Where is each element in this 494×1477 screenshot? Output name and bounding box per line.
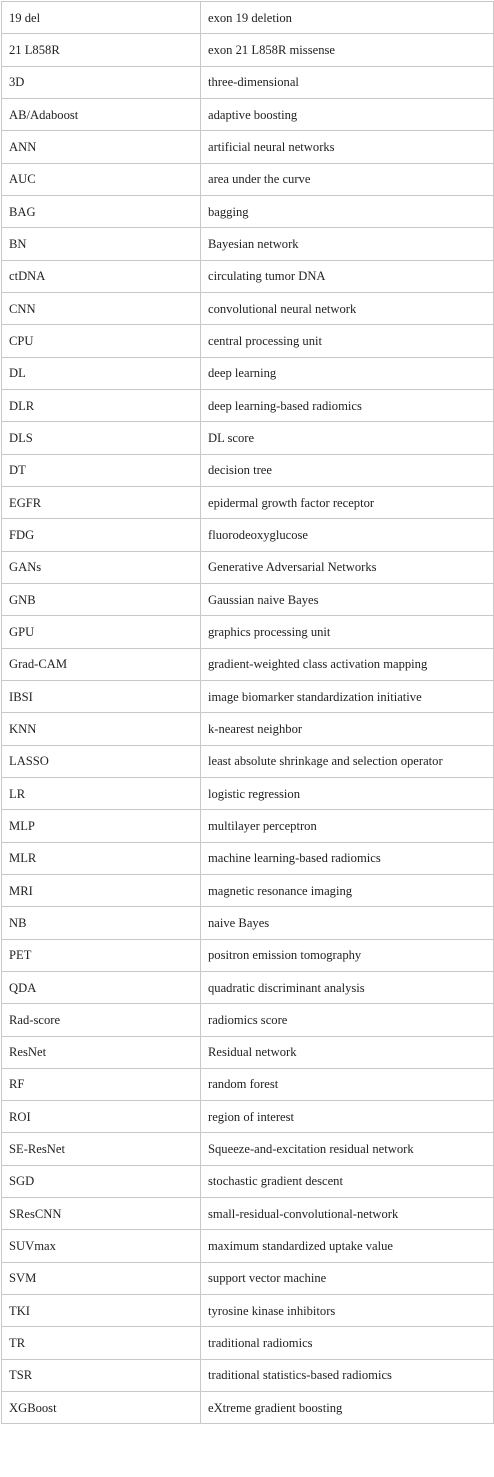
table-row	[2, 1262, 494, 1294]
definition-cell: eXtreme gradient boosting	[201, 1392, 494, 1424]
abbreviation-cell: MLR	[2, 842, 201, 874]
table-row	[2, 131, 494, 163]
definition-cell: exon 19 deletion	[201, 2, 494, 34]
abbreviation-cell: FDG	[2, 519, 201, 551]
abbreviation-cell: KNN	[2, 713, 201, 745]
table-row	[2, 907, 494, 939]
table-row	[2, 1359, 494, 1391]
table-row	[2, 745, 494, 777]
abbreviation-cell: LR	[2, 777, 201, 809]
abbreviation-cell: XGBoost	[2, 1392, 201, 1424]
abbreviation-cell: EGFR	[2, 486, 201, 518]
table-row	[2, 1036, 494, 1068]
abbreviation-cell: PET	[2, 939, 201, 971]
table-row	[2, 842, 494, 874]
definition-cell: radiomics score	[201, 1004, 494, 1036]
abbreviation-cell: GNB	[2, 583, 201, 615]
definition-cell: convolutional neural network	[201, 292, 494, 324]
definition-cell: quadratic discriminant analysis	[201, 971, 494, 1003]
abbreviation-cell: BAG	[2, 195, 201, 227]
table-row	[2, 1165, 494, 1197]
definition-cell: Residual network	[201, 1036, 494, 1068]
abbreviation-table	[1, 1, 494, 1424]
abbreviation-cell: Rad-score	[2, 1004, 201, 1036]
definition-cell: multilayer perceptron	[201, 810, 494, 842]
table-row	[2, 939, 494, 971]
definition-cell: image biomarker standardization initiative	[201, 680, 494, 712]
table-row	[2, 228, 494, 260]
definition-cell: magnetic resonance imaging	[201, 874, 494, 906]
definition-cell: bagging	[201, 195, 494, 227]
definition-cell: random forest	[201, 1068, 494, 1100]
abbreviation-cell: SGD	[2, 1165, 201, 1197]
abbreviation-cell: LASSO	[2, 745, 201, 777]
table-row	[2, 1133, 494, 1165]
table-row	[2, 810, 494, 842]
definition-cell: k-nearest neighbor	[201, 713, 494, 745]
table-row	[2, 616, 494, 648]
table-row	[2, 519, 494, 551]
abbreviation-cell: SVM	[2, 1262, 201, 1294]
table-row	[2, 1230, 494, 1262]
definition-cell: graphics processing unit	[201, 616, 494, 648]
table-row	[2, 680, 494, 712]
definition-cell: three-dimensional	[201, 66, 494, 98]
abbreviation-cell: DT	[2, 454, 201, 486]
table-row	[2, 454, 494, 486]
definition-cell: traditional statistics-based radiomics	[201, 1359, 494, 1391]
definition-cell: tyrosine kinase inhibitors	[201, 1295, 494, 1327]
abbreviation-cell: 21 L858R	[2, 34, 201, 66]
abbreviation-cell: DLR	[2, 389, 201, 421]
abbreviation-cell: NB	[2, 907, 201, 939]
table-row	[2, 98, 494, 130]
table-row	[2, 195, 494, 227]
definition-cell: Gaussian naive Bayes	[201, 583, 494, 615]
abbreviation-cell: TSR	[2, 1359, 201, 1391]
table-row	[2, 325, 494, 357]
table-row	[2, 874, 494, 906]
abbreviation-cell: GANs	[2, 551, 201, 583]
definition-cell: circulating tumor DNA	[201, 260, 494, 292]
table-row	[2, 1068, 494, 1100]
definition-cell: machine learning-based radiomics	[201, 842, 494, 874]
abbreviation-cell: RF	[2, 1068, 201, 1100]
abbreviation-cell: ResNet	[2, 1036, 201, 1068]
definition-cell: area under the curve	[201, 163, 494, 195]
table-row	[2, 389, 494, 421]
definition-cell: support vector machine	[201, 1262, 494, 1294]
definition-cell: adaptive boosting	[201, 98, 494, 130]
abbreviation-cell: BN	[2, 228, 201, 260]
abbreviation-cell: MRI	[2, 874, 201, 906]
definition-cell: Squeeze-and-excitation residual network	[201, 1133, 494, 1165]
table-row	[2, 1198, 494, 1230]
table-row	[2, 2, 494, 34]
table-row	[2, 292, 494, 324]
definition-cell: least absolute shrinkage and selection operator	[201, 745, 494, 777]
abbreviation-cell: SE-ResNet	[2, 1133, 201, 1165]
definition-cell: Bayesian network	[201, 228, 494, 260]
abbreviation-cell: TR	[2, 1327, 201, 1359]
abbreviation-cell: DL	[2, 357, 201, 389]
abbreviation-cell: SResCNN	[2, 1198, 201, 1230]
definition-cell: exon 21 L858R missense	[201, 34, 494, 66]
definition-cell: logistic regression	[201, 777, 494, 809]
abbreviation-cell: IBSI	[2, 680, 201, 712]
table-row	[2, 34, 494, 66]
definition-cell: stochastic gradient descent	[201, 1165, 494, 1197]
abbreviation-cell: TKI	[2, 1295, 201, 1327]
abbreviation-cell: ROI	[2, 1101, 201, 1133]
table-row	[2, 163, 494, 195]
definition-cell: positron emission tomography	[201, 939, 494, 971]
abbreviation-cell: AUC	[2, 163, 201, 195]
abbreviation-cell: SUVmax	[2, 1230, 201, 1262]
abbreviation-cell: DLS	[2, 422, 201, 454]
definition-cell: traditional radiomics	[201, 1327, 494, 1359]
definition-cell: gradient-weighted class activation mapping	[201, 648, 494, 680]
table-row	[2, 1101, 494, 1133]
table-row	[2, 551, 494, 583]
table-row	[2, 357, 494, 389]
abbreviation-cell: Grad-CAM	[2, 648, 201, 680]
table-row	[2, 1004, 494, 1036]
table-row	[2, 260, 494, 292]
table-row	[2, 648, 494, 680]
definition-cell: Generative Adversarial Networks	[201, 551, 494, 583]
table-row	[2, 1327, 494, 1359]
table-row	[2, 971, 494, 1003]
table-row	[2, 713, 494, 745]
table-row	[2, 583, 494, 615]
definition-cell: region of interest	[201, 1101, 494, 1133]
abbreviation-cell: ANN	[2, 131, 201, 163]
abbreviation-cell: QDA	[2, 971, 201, 1003]
table-row	[2, 66, 494, 98]
abbreviation-cell: CNN	[2, 292, 201, 324]
definition-cell: fluorodeoxyglucose	[201, 519, 494, 551]
table-row	[2, 422, 494, 454]
table-row	[2, 1295, 494, 1327]
abbreviation-cell: 19 del	[2, 2, 201, 34]
definition-cell: central processing unit	[201, 325, 494, 357]
abbreviation-cell: GPU	[2, 616, 201, 648]
table-row	[2, 486, 494, 518]
abbreviation-cell: ctDNA	[2, 260, 201, 292]
definition-cell: deep learning	[201, 357, 494, 389]
definition-cell: artificial neural networks	[201, 131, 494, 163]
abbreviation-cell: MLP	[2, 810, 201, 842]
definition-cell: DL score	[201, 422, 494, 454]
abbreviation-cell: 3D	[2, 66, 201, 98]
definition-cell: decision tree	[201, 454, 494, 486]
definition-cell: deep learning-based radiomics	[201, 389, 494, 421]
definition-cell: small-residual-convolutional-network	[201, 1198, 494, 1230]
abbreviation-cell: CPU	[2, 325, 201, 357]
definition-cell: naive Bayes	[201, 907, 494, 939]
abbreviation-cell: AB/Adaboost	[2, 98, 201, 130]
definition-cell: maximum standardized uptake value	[201, 1230, 494, 1262]
abbreviation-table-body	[2, 2, 494, 1424]
table-row	[2, 777, 494, 809]
definition-cell: epidermal growth factor receptor	[201, 486, 494, 518]
table-row	[2, 1392, 494, 1424]
